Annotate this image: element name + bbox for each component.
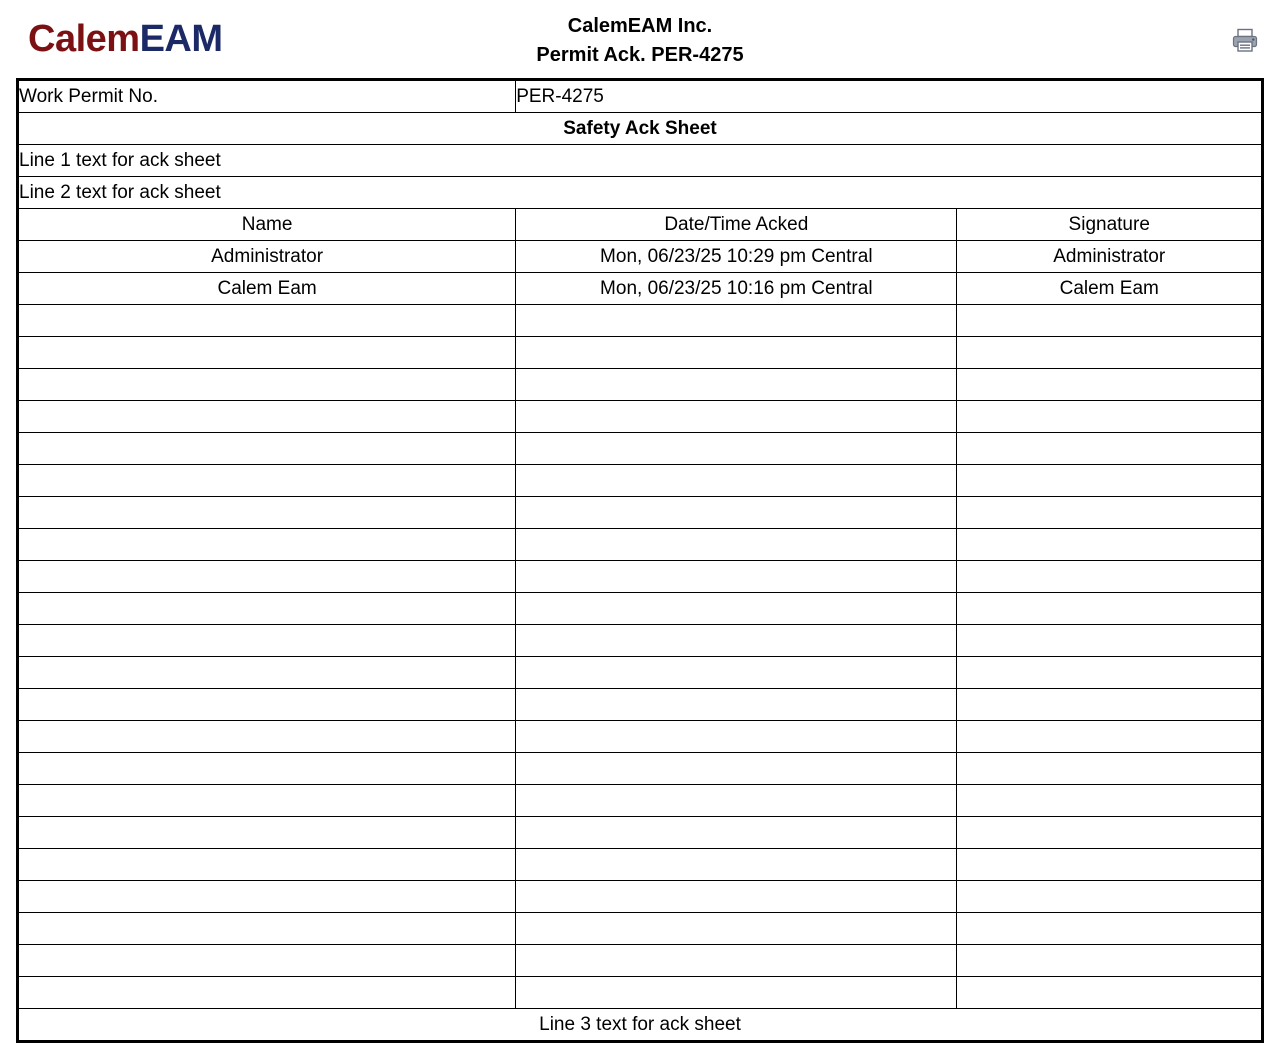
row-name[interactable] [19, 369, 516, 401]
row-name[interactable] [19, 753, 516, 785]
row-signature[interactable] [957, 753, 1262, 785]
table-row [19, 305, 1262, 337]
row-datetime[interactable] [516, 369, 957, 401]
row-name[interactable] [19, 305, 516, 337]
row-signature[interactable] [957, 593, 1262, 625]
line1-text: Line 1 text for ack sheet [19, 145, 1262, 177]
table-row [19, 625, 1262, 657]
table-row [19, 913, 1262, 945]
work-permit-label: Work Permit No. [19, 81, 516, 113]
row-name[interactable] [19, 465, 516, 497]
table-row [19, 561, 1262, 593]
column-header-datetime: Date/Time Acked [516, 209, 957, 241]
calemeam-logo [28, 18, 223, 61]
row-signature[interactable] [957, 913, 1262, 945]
table-row [19, 497, 1262, 529]
row-name[interactable] [19, 337, 516, 369]
company-name: CalemEAM Inc. [567, 15, 713, 37]
row-datetime[interactable] [516, 753, 957, 785]
row-name[interactable] [19, 849, 516, 881]
row-datetime[interactable] [516, 529, 957, 561]
table-row [19, 593, 1262, 625]
row-datetime[interactable] [516, 465, 957, 497]
table-row [19, 529, 1262, 561]
row-datetime[interactable] [516, 849, 957, 881]
row-signature[interactable] [957, 529, 1262, 561]
row-datetime[interactable] [516, 881, 957, 913]
table-row [19, 881, 1262, 913]
table-row [19, 977, 1262, 1009]
row-name: Calem Eam [19, 273, 516, 305]
row-name[interactable] [19, 433, 516, 465]
row-signature[interactable] [957, 305, 1262, 337]
row-name[interactable] [19, 945, 516, 977]
row-name[interactable] [19, 817, 516, 849]
row-signature[interactable] [957, 689, 1262, 721]
row-signature[interactable] [957, 849, 1262, 881]
row-signature[interactable] [957, 817, 1262, 849]
row-name[interactable] [19, 657, 516, 689]
table-row [19, 465, 1262, 497]
footer-row [19, 1009, 1262, 1041]
row-name[interactable] [19, 913, 516, 945]
row-name[interactable] [19, 721, 516, 753]
table-row [19, 721, 1262, 753]
line1-row [19, 145, 1262, 177]
row-datetime[interactable] [516, 593, 957, 625]
row-datetime[interactable] [516, 977, 957, 1009]
logo-eam-text: EAM [139, 17, 223, 60]
column-header-signature: Signature [957, 209, 1262, 241]
row-name[interactable] [19, 785, 516, 817]
row-signature[interactable] [957, 625, 1262, 657]
row-name[interactable] [19, 977, 516, 1009]
footer-line-text: Line 3 text for ack sheet [19, 1009, 1262, 1041]
row-name[interactable] [19, 561, 516, 593]
row-datetime[interactable] [516, 401, 957, 433]
row-signature[interactable] [957, 657, 1262, 689]
table-row [19, 689, 1262, 721]
row-name[interactable] [19, 593, 516, 625]
row-signature[interactable] [957, 337, 1262, 369]
row-signature: Calem Eam [957, 273, 1262, 305]
sheet-title: Safety Ack Sheet [19, 113, 1262, 145]
row-signature[interactable] [957, 497, 1262, 529]
work-permit-value: PER-4275 [516, 81, 1262, 113]
row-signature[interactable] [957, 785, 1262, 817]
row-datetime[interactable] [516, 689, 957, 721]
permit-ack-subtitle: Permit Ack. PER-4275 [536, 44, 744, 66]
table-row [19, 817, 1262, 849]
row-name[interactable] [19, 401, 516, 433]
row-signature[interactable] [957, 561, 1262, 593]
ack-sheet-document [16, 78, 1264, 1043]
table-row [19, 753, 1262, 785]
table-row [19, 401, 1262, 433]
row-datetime[interactable] [516, 497, 957, 529]
table-row [19, 657, 1262, 689]
row-datetime[interactable] [516, 785, 957, 817]
row-datetime[interactable] [516, 625, 957, 657]
row-name[interactable] [19, 529, 516, 561]
row-name[interactable] [19, 497, 516, 529]
row-signature: Administrator [957, 241, 1262, 273]
row-name[interactable] [19, 881, 516, 913]
row-signature[interactable] [957, 977, 1262, 1009]
row-datetime[interactable] [516, 817, 957, 849]
page-header [0, 0, 1280, 78]
row-datetime[interactable] [516, 561, 957, 593]
blank-rows-container [19, 305, 1262, 1009]
line2-text: Line 2 text for ack sheet [19, 177, 1262, 209]
row-datetime[interactable] [516, 305, 957, 337]
row-signature[interactable] [957, 369, 1262, 401]
row-datetime[interactable] [516, 433, 957, 465]
row-name[interactable] [19, 625, 516, 657]
row-name[interactable] [19, 689, 516, 721]
row-datetime: Mon, 06/23/25 10:16 pm Central [516, 273, 957, 305]
line2-row [19, 177, 1262, 209]
ack-sheet-table [18, 80, 1262, 1041]
row-signature[interactable] [957, 465, 1262, 497]
row-signature[interactable] [957, 881, 1262, 913]
table-row [19, 785, 1262, 817]
logo-calem-text: Calem [28, 17, 140, 60]
row-datetime[interactable] [516, 945, 957, 977]
work-permit-row [19, 81, 1262, 113]
row-datetime[interactable] [516, 657, 957, 689]
column-header-name: Name [19, 209, 516, 241]
table-row [19, 369, 1262, 401]
row-signature[interactable] [957, 945, 1262, 977]
row-datetime[interactable] [516, 337, 957, 369]
row-signature[interactable] [957, 721, 1262, 753]
row-signature[interactable] [957, 433, 1262, 465]
column-header-row [19, 209, 1262, 241]
row-datetime: Mon, 06/23/25 10:29 pm Central [516, 241, 957, 273]
table-row [19, 849, 1262, 881]
table-row [19, 433, 1262, 465]
table-row [19, 273, 1262, 305]
row-datetime[interactable] [516, 913, 957, 945]
table-row [19, 945, 1262, 977]
table-row [19, 337, 1262, 369]
printer-icon[interactable] [1232, 28, 1258, 52]
row-datetime[interactable] [516, 721, 957, 753]
row-signature[interactable] [957, 401, 1262, 433]
sheet-title-row [19, 113, 1262, 145]
row-name: Administrator [19, 241, 516, 273]
table-row [19, 241, 1262, 273]
